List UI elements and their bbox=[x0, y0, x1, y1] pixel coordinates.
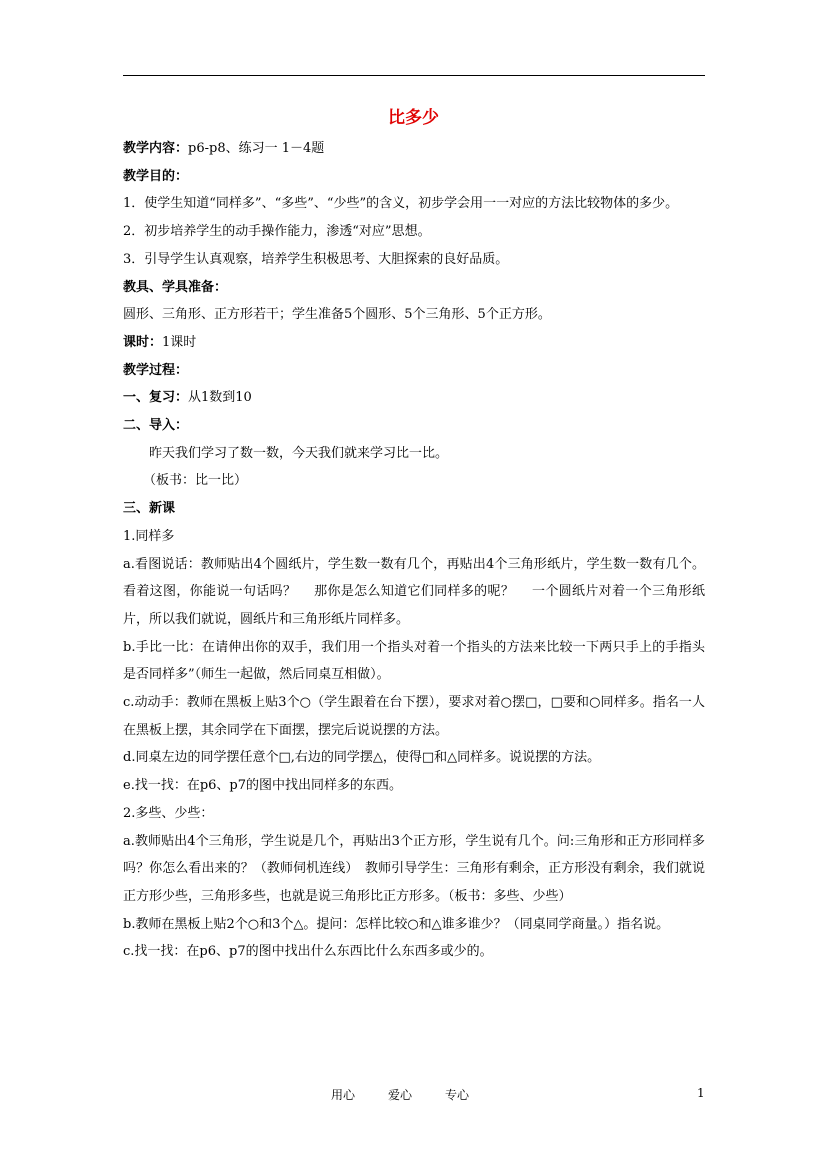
teaching-content-label: 教学内容： bbox=[123, 141, 189, 156]
goal-item-1: 1．使学生知道“同样多”、“多些”、“少些”的含义，初步学会用一一对应的方法比较物体的多少。 bbox=[123, 196, 679, 212]
process-label: 教学过程： bbox=[123, 362, 189, 378]
section-2-item-c: c.找一找：在p6、p7的图中找出什么东西比什么东西多或少的。 bbox=[123, 944, 493, 960]
section-1-item-b: b.手比一比：在请伸出你的双手，我们用一个指头对着一个指头的方法来比较一下两只手上的手指头是否同样多”（师生一起做，然后同桌互相做）。 bbox=[123, 639, 705, 683]
goal-item-2: 2．初步培养学生的动手操作能力，渗透“对应”思想。 bbox=[123, 224, 431, 240]
class-hours-label: 课时： bbox=[123, 334, 163, 350]
tools-text: 圆形、三角形、正方形若干；学生准备5个圆形、5个三角形、5个正方形。 bbox=[123, 307, 551, 323]
section-2-item-a: a.教师贴出4个三角形，学生说是几个，再贴出3个正方形，学生说有几个。问:三角形和正方形同样多吗？你怎么看出来的？（教师伺机连线） 教师引导学生：三角形有剩余，正方形没有剩余，我们就说正方形少些，三角形多些，也就是说三角形比正方形多。（板书：多些、少些） bbox=[123, 833, 705, 904]
header-rule bbox=[123, 75, 705, 76]
page-title: 比多少 bbox=[388, 108, 439, 128]
section-1-item-a: a.看图说话：教师贴出4个圆纸片，学生数一数有几个，再贴出4个三角形纸片，学生数一数有几个。看着这图，你能说一句话吗？ 那你是怎么知道它们同样多的呢？ 一个圆纸片对着一个三角形纸片，所以我们就说，圆纸片和三角形纸片同样多。 bbox=[123, 556, 705, 627]
teaching-content-value: p6-p8、练习一 1－4题 bbox=[188, 141, 325, 156]
page-number: 1 bbox=[697, 1086, 705, 1100]
section-2-title: 2.多些、少些： bbox=[123, 805, 214, 821]
footer-text-2: 爱心 bbox=[388, 1088, 413, 1102]
teaching-content-line bbox=[123, 135, 705, 163]
intro-board-note: （板书：比一比） bbox=[143, 473, 248, 489]
footer-text-3: 专心 bbox=[445, 1088, 470, 1102]
section-1-item-e: e.找一找：在p6、p7的图中找出同样多的东西。 bbox=[123, 778, 403, 794]
class-hours-value: 1课时 bbox=[162, 334, 197, 350]
intro-text: 昨天我们学习了数一数，今天我们就来学习比一比。 bbox=[149, 445, 449, 461]
review-label: 一、复习： bbox=[123, 390, 189, 406]
review-line bbox=[123, 384, 705, 412]
footer-text-1: 用心 bbox=[331, 1088, 356, 1102]
new-lesson-label: 三、新课 bbox=[123, 501, 176, 517]
section-2-item-b: b.教师在黑板上贴2个○和3个△。提问：怎样比较○和△谁多谁少？（同桌同学商量。）指名说。 bbox=[123, 916, 670, 932]
teaching-goal-label: 教学目的： bbox=[123, 168, 189, 184]
class-hours-line bbox=[123, 329, 705, 357]
review-value: 从1数到10 bbox=[188, 390, 252, 406]
section-1-item-c: c.动动手：教师在黑板上贴3个○（学生跟着在台下摆），要求对着○摆□，□要和○同样多。指名一人在黑板上摆，其余同学在下面摆，摆完后说说摆的方法。 bbox=[123, 695, 705, 738]
section-1-title: 1.同样多 bbox=[123, 528, 175, 544]
goal-item-3: 3．引导学生认真观察，培养学生积极思考、大胆探索的良好品质。 bbox=[123, 251, 509, 267]
intro-label: 二、导入： bbox=[123, 418, 189, 434]
section-1-item-d: d.同桌左边的同学摆任意个□,右边的同学摆△，使得□和△同样多。说说摆的方法。 bbox=[123, 750, 601, 766]
tools-label: 教具、学具准备： bbox=[123, 279, 228, 295]
document-body bbox=[123, 135, 705, 966]
